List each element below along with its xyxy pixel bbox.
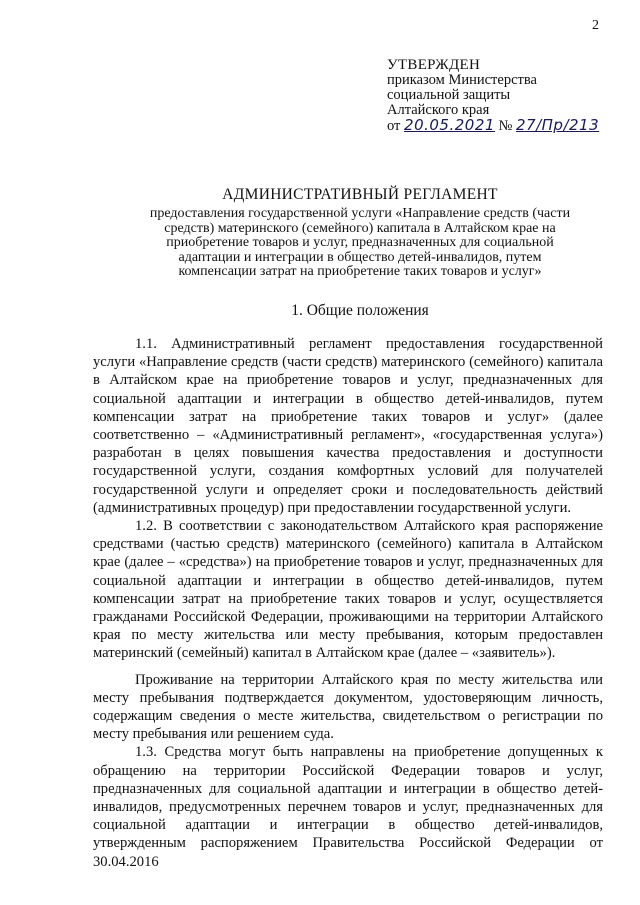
date-prefix: от <box>387 118 401 134</box>
order-number: 27/Пр/213 <box>516 116 600 134</box>
order-date-number <box>387 118 599 134</box>
approval-block <box>387 58 599 134</box>
page-number: 2 <box>592 18 599 33</box>
number-prefix: № <box>498 118 513 134</box>
paragraph: Проживание на территории Алтайского края по месту жительства или месту пребывания подтверждается документом, удостоверяющим личность, содержащим сведения о месте жительства, свидетельством о регистрации по месту пребывания или решением суда. <box>93 671 603 743</box>
paragraph: 1.2. В соответствии с законодательством Алтайского края распоряжение средствами (частью средств) материнского (семейного) капитала в Алтайском крае (далее – «средства») на приобретение товаров и услуг, предназначенных для социальной адаптации и интеграции в общество детей-инвалидов, путем компенсации затрат на приобретение таких товаров и услуг, осуществляется гражданами Российской Федерации, проживающими на территории Алтайского края по месту жительства или месту пребывания, которым предоставлен материнский (семейный) капитал в Алтайском крае (далее – «заявитель»). <box>93 518 603 662</box>
approval-title: УТВЕРЖДЕН <box>387 57 481 73</box>
order-date: 20.05.2021 <box>404 116 495 134</box>
approval-line: Алтайского края <box>387 102 490 118</box>
section-title: 1. Общие положения <box>291 302 429 319</box>
document-heading <box>140 186 580 280</box>
approval-line: социальной защиты <box>387 87 511 103</box>
paragraph: 1.3. Средства могут быть направлены на приобретение допущенных к обращению на территории Российской Федерации товаров и услуг, предназначенных для социальной адаптации и интеграции в общество детей-инвалидов, предусмотренных перечнем товаров и услуг, предназначенных для социальной адаптации и интеграции в общество детей-инвалидов, утвержденным распоряжением Правительства Российской Федерации от 30.04.2016 <box>93 744 603 870</box>
document-title: АДМИНИСТРАТИВНЫЙ РЕГЛАМЕНТ <box>222 186 498 203</box>
approval-line: приказом Министерства <box>387 72 537 88</box>
paragraph: 1.1. Административный регламент предоставления государственной услуги «Направление средств (части средств) материнского (семейного) капитала в Алтайском крае на приобретение товаров и услуг, предназначенных для социальной адаптации и интеграции в общество детей-инвалидов, путем компенсации затрат на приобретение таких товаров и услуг» (далее соответственно – «Административный регламент», «государственная услуга») разработан в целях повышения качества предоставления и доступности государственной услуги, создания комфортных условий для получателей государственной услуги и определяет сроки и последовательность действий (административных процедур) при предоставлении государственной услуги. <box>93 336 603 516</box>
document-subtitle: предоставления государственной услуги «Направление средств (части средств) материнского (семейного) капитала в Алтайском крае на приобретение товаров и услуг, предназначенных для социальной адаптации и интеграции в общество детей-инвалидов, путем компенсации затрат на приобретение таких товаров и услуг» <box>149 206 571 279</box>
body-text <box>93 335 603 871</box>
